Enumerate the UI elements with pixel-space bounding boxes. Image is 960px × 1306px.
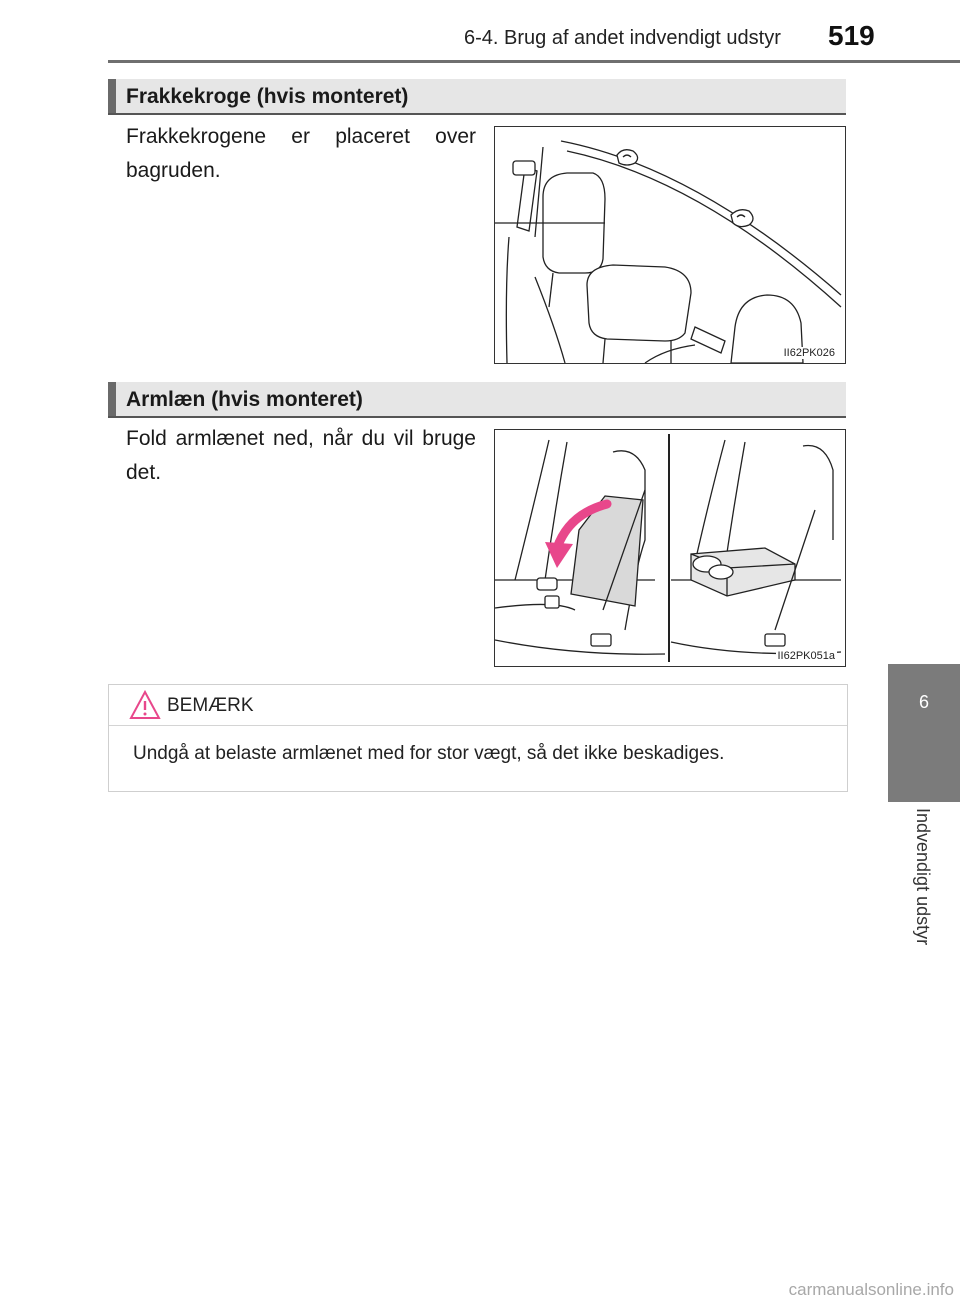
- figure-code: II62PK051a: [777, 650, 835, 662]
- chapter-tab: [888, 664, 960, 802]
- notice-box: [108, 684, 848, 792]
- section-heading-text: Frakkekroge (hvis monteret): [126, 85, 409, 108]
- rear-window-coat-hook-drawing: [495, 127, 845, 363]
- coat-hooks-illustration: [494, 126, 846, 364]
- notice-header: [109, 685, 847, 726]
- header-section-title: 6-4. Brug af andet indvendigt udstyr: [464, 27, 781, 49]
- watermark: carmanualsonline.info: [788, 1280, 954, 1299]
- section-heading-coat-hooks: [108, 79, 846, 115]
- figure-code: II62PK026: [783, 347, 835, 359]
- chapter-label: Indvendigt udstyr: [913, 808, 933, 946]
- chapter-label-container: [888, 808, 960, 1048]
- page-number: 519: [828, 20, 875, 51]
- header-rule: [108, 60, 960, 63]
- section-heading-armrest: [108, 382, 846, 418]
- notice-text: Undgå at belaste armlænet med for stor vægt, så det ikke beskadiges.: [133, 743, 725, 764]
- armrest-description: Fold armlænet ned, når du vil bruge det.: [126, 427, 476, 484]
- armrest-illustration: [494, 429, 846, 667]
- coat-hooks-description: Frakkekrogene er placeret over bagruden.: [126, 125, 476, 182]
- notice-title: BEMÆRK: [167, 695, 254, 716]
- chapter-number: 6: [918, 692, 929, 712]
- armrest-fold-drawing: [495, 430, 845, 666]
- section-heading-text: Armlæn (hvis monteret): [126, 388, 363, 411]
- warning-triangle-icon: [129, 690, 161, 720]
